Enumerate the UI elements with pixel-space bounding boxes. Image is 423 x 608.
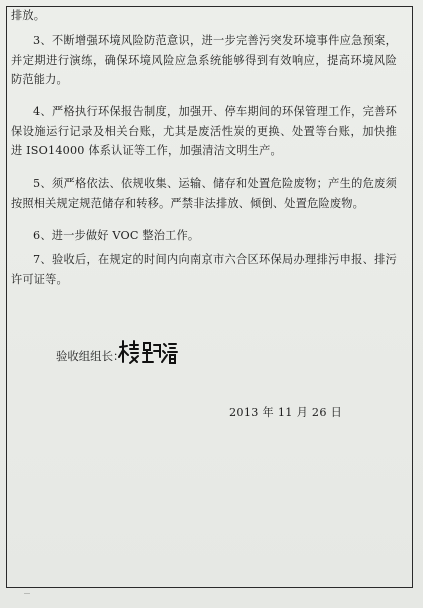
scan-mark — [24, 593, 30, 594]
paragraph-item-4: 4、严格执行环保报告制度，加强开、停车期间的环保管理工作，完善环保设施运行记录及相关台账，尤其是废活性炭的更换、处置等台账，加快推进 ISO14000 体系认证等工作，加强清洁文明生产。 — [11, 105, 397, 157]
leader-label: 验收组组长： — [56, 349, 125, 363]
handwritten-signature — [116, 338, 178, 366]
paragraph-item-5: 5、须严格依法、依规收集、运输、储存和处置危险废物；产生的危废须按照相关规定规范储存和转移。严禁非法排放、倾倒、处置危险废物。 — [11, 177, 397, 210]
paragraph-continuation: 排放。 — [11, 9, 46, 22]
page-border — [6, 6, 413, 588]
sign-date: 2013 年 11 月 26 日 — [229, 406, 343, 419]
paragraph-item-6: 6、进一步做好 VOC 整治工作。 — [33, 229, 200, 242]
paragraph-item-7: 7、验收后，在规定的时间内向南京市六合区环保局办理排污申报、排污许可证等。 — [11, 253, 397, 286]
paragraph-item-3: 3、不断增强环境风险防范意识，进一步完善污突发环境事件应急预案，并定期进行演练，确保环境风险应急系统能够得到有效响应，提高环境风险防范能力。 — [11, 34, 397, 86]
